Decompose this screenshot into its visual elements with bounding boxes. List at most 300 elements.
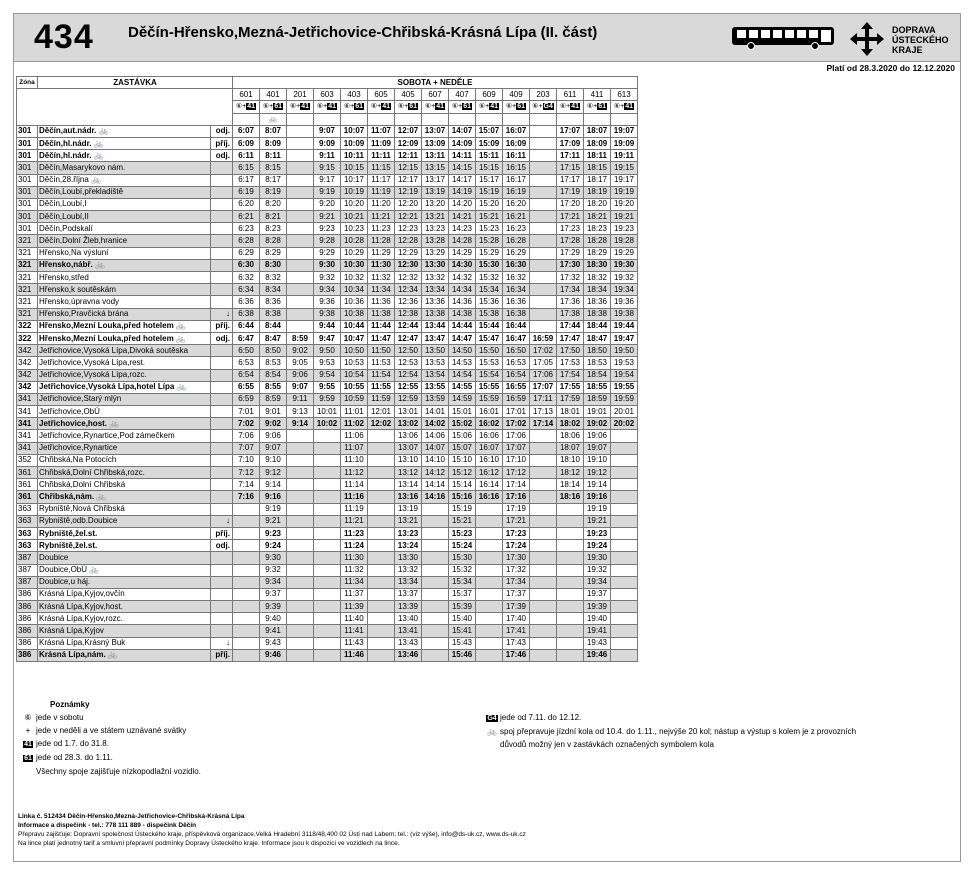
departure-time: 13:24 <box>395 540 422 552</box>
arr-dep-mark <box>211 625 233 637</box>
departure-time: 17:23 <box>557 223 584 235</box>
stop-name: Hřensko,Pravčická brána <box>38 308 211 320</box>
departure-time: 11:21 <box>368 211 395 223</box>
departure-time <box>611 564 638 576</box>
departure-time: 10:28 <box>341 235 368 247</box>
departure-time: 6:55 <box>233 381 260 393</box>
trip-condition: ⑥+41 <box>316 103 337 111</box>
departure-time: 9:32 <box>260 564 287 576</box>
departure-time: 6:34 <box>233 284 260 296</box>
trip-condition: ⑥+61 <box>505 103 526 111</box>
departure-time: 15:30 <box>476 259 503 271</box>
stop-row <box>17 296 638 308</box>
departure-time: 12:36 <box>395 296 422 308</box>
stop-row <box>17 527 638 539</box>
departure-time: 8:44 <box>260 320 287 332</box>
departure-time: 18:14 <box>557 479 584 491</box>
departure-time <box>314 430 341 442</box>
departure-time: 9:28 <box>314 235 341 247</box>
arr-dep-mark: ↓ <box>211 515 233 527</box>
departure-time <box>530 637 557 649</box>
departure-time: 15:44 <box>476 320 503 332</box>
note-text: jede v sobotu <box>36 713 84 722</box>
note-symbol: 🚲 <box>487 727 497 736</box>
departure-time: 11:44 <box>368 320 395 332</box>
departure-time: 18:53 <box>584 357 611 369</box>
departure-time <box>287 625 314 637</box>
departure-time <box>611 601 638 613</box>
departure-time: 11:07 <box>368 125 395 137</box>
arr-dep-mark: příj. <box>211 527 233 539</box>
arr-dep-mark <box>211 418 233 430</box>
departure-time <box>287 272 314 284</box>
zone-cell: 301 <box>17 211 38 223</box>
departure-time: 14:19 <box>449 186 476 198</box>
trip-condition: ⑥+61 <box>397 103 418 111</box>
departure-time <box>530 198 557 210</box>
departure-time: 16:20 <box>503 198 530 210</box>
departure-time: 13:54 <box>422 369 449 381</box>
departure-time: 19:11 <box>611 150 638 162</box>
departure-time: 7:14 <box>233 479 260 491</box>
departure-time: 11:28 <box>368 235 395 247</box>
arr-dep-mark <box>211 467 233 479</box>
header-bar <box>14 14 960 62</box>
departure-time: 17:11 <box>557 150 584 162</box>
departure-time: 14:29 <box>449 247 476 259</box>
arr-dep-mark: příj. <box>211 137 233 149</box>
departure-time: 10:44 <box>341 320 368 332</box>
departure-time: 13:32 <box>395 564 422 576</box>
arr-dep-mark <box>211 284 233 296</box>
departure-time: 15:16 <box>449 491 476 503</box>
departure-time: 9:19 <box>314 186 341 198</box>
departure-time: 18:36 <box>584 296 611 308</box>
departure-time: 6:47 <box>233 332 260 344</box>
departure-time <box>530 162 557 174</box>
departure-time: 12:23 <box>395 223 422 235</box>
departure-time: 11:34 <box>341 576 368 588</box>
departure-time: 16:07 <box>503 125 530 137</box>
zone-cell: 363 <box>17 515 38 527</box>
departure-time <box>287 198 314 210</box>
departure-time: 10:53 <box>341 357 368 369</box>
stop-name: Jetřichovice,Rynartice,Pod zámečkem <box>38 430 211 442</box>
departure-time: 15:15 <box>476 162 503 174</box>
departure-time: 17:55 <box>557 381 584 393</box>
departure-time: 6:30 <box>233 259 260 271</box>
departure-time: 18:07 <box>557 442 584 454</box>
arr-dep-mark <box>211 174 233 186</box>
departure-time: 10:29 <box>341 247 368 259</box>
departure-time: 11:09 <box>368 137 395 149</box>
validity-period: Platí od 28.3.2020 do 12.12.2020 <box>826 63 955 73</box>
note-item <box>484 711 856 725</box>
departure-time: 8:29 <box>260 247 287 259</box>
departure-time <box>530 211 557 223</box>
departure-time <box>287 296 314 308</box>
departure-time <box>557 601 584 613</box>
departure-time: 14:09 <box>449 137 476 149</box>
departure-time: 11:37 <box>341 588 368 600</box>
departure-time <box>530 491 557 503</box>
departure-time: 17:05 <box>530 357 557 369</box>
stop-row <box>17 137 638 149</box>
footer-line-info: Linka č. 512434 Děčín-Hřensko,Mezná-Jetřichovice-Chřibská-Krásná Lípa <box>18 813 245 820</box>
departure-time: 13:44 <box>422 320 449 332</box>
stop-row <box>17 174 638 186</box>
stop-row <box>17 186 638 198</box>
departure-time <box>611 503 638 515</box>
departure-time <box>287 649 314 661</box>
departure-time: 9:10 <box>260 454 287 466</box>
departure-time: 6:09 <box>233 137 260 149</box>
departure-time: 17:29 <box>557 247 584 259</box>
departure-time <box>530 479 557 491</box>
departure-time: 11:54 <box>368 369 395 381</box>
departure-time: 11:23 <box>341 527 368 539</box>
departure-time: 6:44 <box>233 320 260 332</box>
duk-logo-icon <box>850 22 884 56</box>
trip-number: 407 <box>449 89 476 101</box>
stop-row <box>17 540 638 552</box>
departure-time: 8:55 <box>260 381 287 393</box>
arr-dep-mark: příj. <box>211 649 233 661</box>
departure-time: 14:47 <box>449 332 476 344</box>
departure-time: 19:36 <box>611 296 638 308</box>
zone-cell: 342 <box>17 357 38 369</box>
departure-time <box>557 564 584 576</box>
departure-time <box>557 552 584 564</box>
departure-time: 15:12 <box>449 467 476 479</box>
stop-row <box>17 588 638 600</box>
zone-cell: 322 <box>17 320 38 332</box>
departure-time: 15:24 <box>449 540 476 552</box>
departure-time <box>287 491 314 503</box>
trip-condition: ⑥+61 <box>451 103 472 111</box>
departure-time <box>314 613 341 625</box>
departure-time: 15:36 <box>476 296 503 308</box>
departure-time: 13:09 <box>422 137 449 149</box>
departure-time <box>287 564 314 576</box>
departure-time <box>611 552 638 564</box>
note-text: jede od 7.11. do 12.12. <box>500 713 582 722</box>
arr-dep-mark <box>211 454 233 466</box>
departure-time: 16:14 <box>476 479 503 491</box>
departure-time: 9:30 <box>260 552 287 564</box>
departure-time <box>368 454 395 466</box>
departure-time: 11:43 <box>341 637 368 649</box>
departure-time <box>368 552 395 564</box>
arr-dep-mark: odj. <box>211 332 233 344</box>
departure-time: 18:02 <box>557 418 584 430</box>
departure-time: 19:50 <box>611 345 638 357</box>
departure-time: 17:23 <box>503 527 530 539</box>
departure-time: 13:19 <box>422 186 449 198</box>
departure-time: 12:32 <box>395 272 422 284</box>
departure-time: 13:39 <box>395 601 422 613</box>
departure-time: 19:02 <box>584 418 611 430</box>
departure-time: 18:15 <box>584 162 611 174</box>
departure-time: 17:34 <box>503 576 530 588</box>
stop-row <box>17 601 638 613</box>
departure-time <box>530 430 557 442</box>
departure-time: 17:21 <box>503 515 530 527</box>
departure-time <box>557 503 584 515</box>
departure-time <box>314 540 341 552</box>
departure-time: 13:34 <box>422 284 449 296</box>
departure-time: 18:38 <box>584 308 611 320</box>
departure-time: 7:02 <box>233 418 260 430</box>
departure-time: 11:02 <box>341 418 368 430</box>
departure-time: 16:47 <box>503 332 530 344</box>
departure-time: 14:30 <box>449 259 476 271</box>
departure-time: 18:29 <box>584 247 611 259</box>
stop-name: Děčín,Loubí,I <box>38 198 211 210</box>
departure-time: 18:16 <box>557 491 584 503</box>
stop-row <box>17 150 638 162</box>
note-text: jede od 1.7. do 31.8. <box>36 739 109 748</box>
departure-time: 19:53 <box>611 357 638 369</box>
departure-time <box>530 125 557 137</box>
departure-time: 17:30 <box>503 552 530 564</box>
departure-time <box>368 601 395 613</box>
departure-time: 10:23 <box>341 223 368 235</box>
stop-row <box>17 369 638 381</box>
arr-dep-mark <box>211 430 233 442</box>
stop-row <box>17 442 638 454</box>
departure-time: 13:07 <box>395 442 422 454</box>
departure-time: 7:12 <box>233 467 260 479</box>
departure-time: 12:55 <box>395 381 422 393</box>
departure-time <box>368 515 395 527</box>
departure-time <box>368 649 395 661</box>
departure-time <box>233 552 260 564</box>
arr-dep-mark <box>211 588 233 600</box>
stop-row <box>17 308 638 320</box>
departure-time <box>611 540 638 552</box>
departure-time <box>530 186 557 198</box>
stop-row <box>17 503 638 515</box>
departure-time: 10:15 <box>341 162 368 174</box>
departure-time: 19:32 <box>611 272 638 284</box>
departure-time: 9:37 <box>260 588 287 600</box>
departure-time: 16:17 <box>503 174 530 186</box>
departure-time: 8:28 <box>260 235 287 247</box>
departure-time <box>476 515 503 527</box>
trip-condition: ⑥+41 <box>424 103 445 111</box>
notes-right <box>484 711 856 751</box>
departure-time: 19:20 <box>611 198 638 210</box>
departure-time: 19:47 <box>611 332 638 344</box>
departure-time: 14:32 <box>449 272 476 284</box>
departure-time: 14:55 <box>449 381 476 393</box>
departure-time: 14:20 <box>449 198 476 210</box>
stop-name: Chřibská,nám. 🚲 <box>38 491 211 503</box>
departure-time: 16:34 <box>503 284 530 296</box>
stop-name: Hřensko,střed <box>38 272 211 284</box>
departure-time: 16:32 <box>503 272 530 284</box>
departure-time: 15:28 <box>476 235 503 247</box>
stop-row <box>17 247 638 259</box>
route-title: Děčín-Hřensko,Mezná-Jetřichovice-Chřibská-Krásná Lípa (II. část) <box>128 24 598 41</box>
departure-time: 17:34 <box>557 284 584 296</box>
departure-time: 17:16 <box>503 491 530 503</box>
departure-time: 12:44 <box>395 320 422 332</box>
departure-time: 17:02 <box>503 418 530 430</box>
departure-time: 9:59 <box>314 393 341 405</box>
departure-time <box>557 649 584 661</box>
note-text: jede od 28.3. do 1.11. <box>36 753 113 762</box>
departure-time <box>422 588 449 600</box>
departure-time: 19:19 <box>584 503 611 515</box>
departure-time: 15:41 <box>449 625 476 637</box>
departure-time <box>233 527 260 539</box>
departure-time: 11:41 <box>341 625 368 637</box>
departure-time: 12:59 <box>395 393 422 405</box>
departure-time <box>611 454 638 466</box>
departure-time: 9:54 <box>314 369 341 381</box>
departure-time <box>233 637 260 649</box>
departure-time: 10:47 <box>341 332 368 344</box>
stop-name: Krásná Lípa,Kyjov <box>38 625 211 637</box>
stop-row <box>17 564 638 576</box>
departure-time: 11:01 <box>341 406 368 418</box>
departure-time <box>287 162 314 174</box>
departure-time: 16:12 <box>476 467 503 479</box>
stop-row <box>17 637 638 649</box>
departure-time <box>287 430 314 442</box>
departure-time <box>314 454 341 466</box>
departure-time <box>314 503 341 515</box>
departure-time: 17:07 <box>503 442 530 454</box>
departure-time: 10:02 <box>314 418 341 430</box>
departure-time: 8:17 <box>260 174 287 186</box>
departure-time <box>287 552 314 564</box>
departure-time: 15:38 <box>476 308 503 320</box>
stop-name: Hřensko,nábř. 🚲 <box>38 259 211 271</box>
departure-time: 12:38 <box>395 308 422 320</box>
departure-time <box>611 479 638 491</box>
departure-time: 10:21 <box>341 211 368 223</box>
trip-condition: ⑥+41 <box>289 103 310 111</box>
departure-time: 13:38 <box>422 308 449 320</box>
departure-time: 13:01 <box>395 406 422 418</box>
stop-name: Hřensko,Mezní Louka,před hotelem 🚲 <box>38 320 211 332</box>
departure-time <box>530 259 557 271</box>
departure-time: 14:12 <box>422 467 449 479</box>
departure-time: 13:20 <box>422 198 449 210</box>
departure-time <box>476 637 503 649</box>
departure-time <box>368 467 395 479</box>
departure-time: 19:01 <box>584 406 611 418</box>
departure-time: 17:07 <box>530 381 557 393</box>
zone-cell: 387 <box>17 552 38 564</box>
departure-time: 14:14 <box>422 479 449 491</box>
departure-time <box>530 588 557 600</box>
stop-row <box>17 515 638 527</box>
trip-condition: ⑥+41 <box>559 103 580 111</box>
stop-name: Rybniště,Nová Chřibská <box>38 503 211 515</box>
trip-number: 201 <box>287 89 314 101</box>
departure-time <box>530 613 557 625</box>
departure-time: 18:19 <box>584 186 611 198</box>
departure-time: 11:32 <box>341 564 368 576</box>
stop-row <box>17 406 638 418</box>
departure-time: 15:10 <box>449 454 476 466</box>
stop-row <box>17 357 638 369</box>
departure-time: 11:14 <box>341 479 368 491</box>
departure-time: 14:07 <box>449 125 476 137</box>
stop-row <box>17 320 638 332</box>
stop-name: Jetřichovice,Vysoká Lípa,rozc. <box>38 369 211 381</box>
stop-row <box>17 430 638 442</box>
arr-dep-mark <box>211 198 233 210</box>
departure-time: 14:38 <box>449 308 476 320</box>
departure-time <box>422 527 449 539</box>
departure-time: 12:01 <box>368 406 395 418</box>
zone-cell: 341 <box>17 442 38 454</box>
departure-time: 10:30 <box>341 259 368 271</box>
departure-time: 19:41 <box>584 625 611 637</box>
departure-time <box>530 272 557 284</box>
departure-time <box>287 613 314 625</box>
departure-time <box>530 308 557 320</box>
departure-time <box>530 467 557 479</box>
zone-cell: 386 <box>17 601 38 613</box>
arr-dep-mark: příj. <box>211 320 233 332</box>
departure-time: 12:47 <box>395 332 422 344</box>
zone-cell: 301 <box>17 125 38 137</box>
departure-time: 12:30 <box>395 259 422 271</box>
stop-row <box>17 393 638 405</box>
departure-time <box>422 503 449 515</box>
zone-cell: 342 <box>17 381 38 393</box>
departure-time: 11:55 <box>368 381 395 393</box>
zone-cell: 321 <box>17 247 38 259</box>
departure-time: 19:54 <box>611 369 638 381</box>
departure-time: 20:01 <box>611 406 638 418</box>
stop-name: Děčín,Loubí,překladiště <box>38 186 211 198</box>
departure-time: 19:15 <box>611 162 638 174</box>
departure-time: 13:41 <box>395 625 422 637</box>
departure-time: 6:17 <box>233 174 260 186</box>
stop-row <box>17 198 638 210</box>
departure-time <box>422 625 449 637</box>
notes-left <box>20 698 201 778</box>
stop-name: Hřensko,k soutěskám <box>38 284 211 296</box>
departure-time: 9:53 <box>314 357 341 369</box>
departure-time <box>233 613 260 625</box>
departure-time: 9:07 <box>287 381 314 393</box>
stop-name: Krásná Lípa,Kyjov,rozc. <box>38 613 211 625</box>
zone-cell: 386 <box>17 613 38 625</box>
departure-time: 11:46 <box>341 649 368 661</box>
departure-time: 8:34 <box>260 284 287 296</box>
zone-cell: 301 <box>17 198 38 210</box>
arr-dep-mark <box>211 369 233 381</box>
departure-time: 8:20 <box>260 198 287 210</box>
departure-time: 9:11 <box>314 150 341 162</box>
departure-time: 16:59 <box>530 332 557 344</box>
departure-time: 13:37 <box>395 588 422 600</box>
note-text: spoj přepravuje jízdní kola od 10.4. do 1.11., nejvýše 20 kol; nástup a výstup s kolem je z provozních <box>500 727 857 736</box>
departure-time <box>611 576 638 588</box>
departure-time: 17:37 <box>503 588 530 600</box>
departure-time <box>476 576 503 588</box>
zone-cell: 363 <box>17 527 38 539</box>
departure-time <box>233 515 260 527</box>
